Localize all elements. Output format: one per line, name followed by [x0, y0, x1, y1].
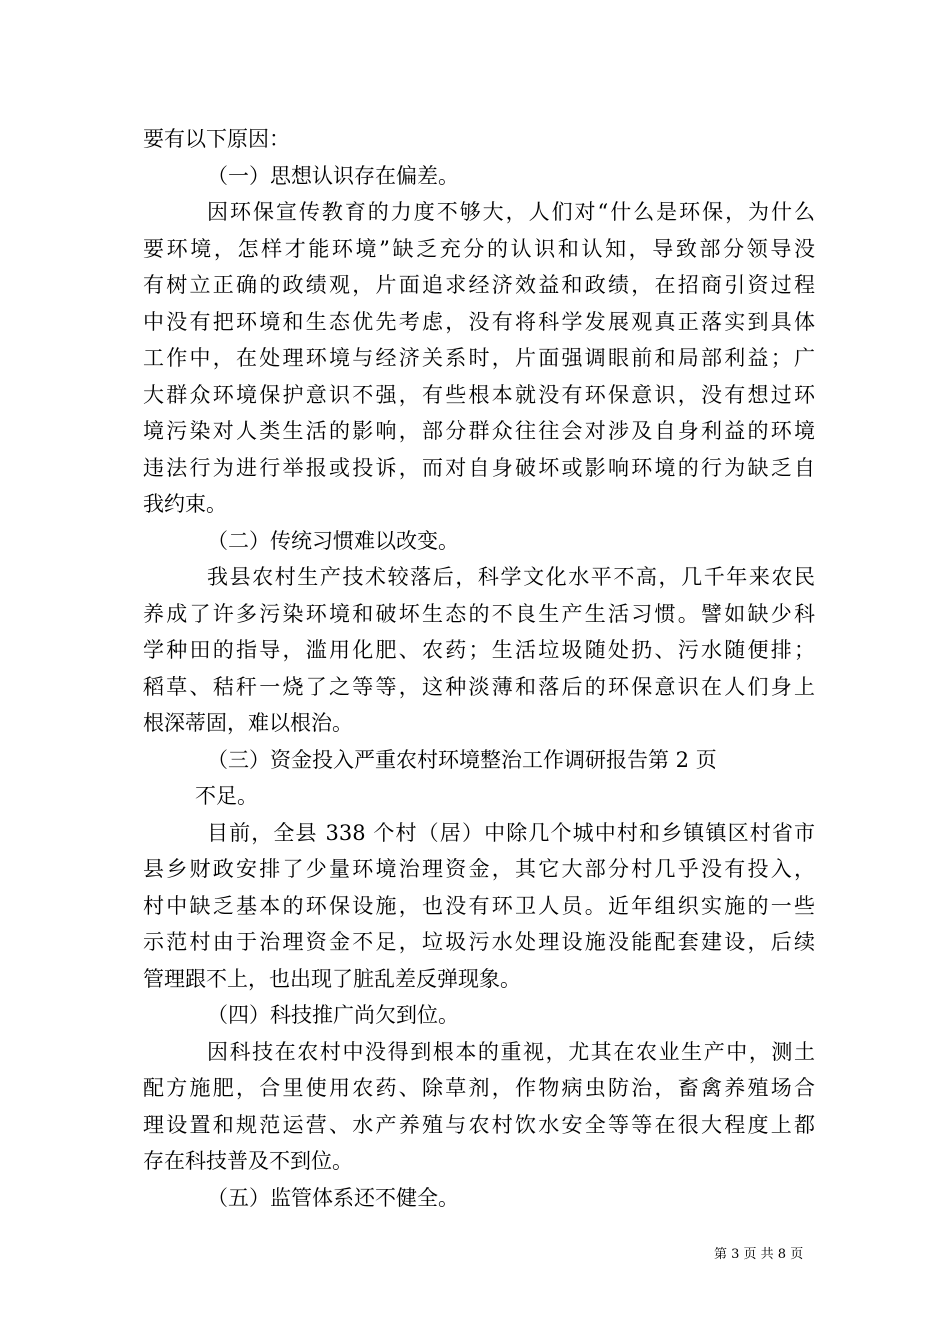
- section-heading: （五）监管体系还不健全。: [207, 1185, 459, 1210]
- text-line: 存在科技普及不到位。: [143, 1149, 353, 1173]
- text-line: 因科技在农村中没得到根本的重视，尤其在农业生产中，测土: [207, 1039, 815, 1064]
- text-line: 境污染对人类生活的影响，部分群众往往会对涉及自身利益的环境: [143, 419, 815, 443]
- text-line: 县乡财政安排了少量环境治理资金，其它大部分村几乎没有投入，: [143, 857, 815, 881]
- text-line: 稻草、秸秆一烧了之等等，这种淡薄和落后的环保意识在人们身上: [143, 674, 815, 699]
- document-body: [143, 121, 815, 1216]
- section-heading: （一）思想认识存在偏差。: [207, 163, 459, 188]
- text-line: 中没有把环境和生态优先考虑，没有将科学发展观真正落实到具体: [143, 309, 815, 334]
- page-number: 第 3 页 共 8 页: [714, 1247, 804, 1262]
- section-heading: （二）传统习惯难以改变。: [207, 528, 459, 553]
- text-line: 违法行为进行举报或投诉，而对自身破坏或影响环境的行为缺乏自: [143, 455, 815, 480]
- text-line: 学种田的指导，滥用化肥、农药；生活垃圾随处扔、污水随便排；: [143, 638, 815, 662]
- text-line: 理设置和规范运营、水产养殖与农村饮水安全等等在很大程度上都: [143, 1112, 815, 1137]
- text-line: 我县农村生产技术较落后，科学文化水平不高，几千年来农民: [207, 565, 815, 589]
- text-line: 村中缺乏基本的环保设施，也没有环卫人员。近年组织实施的一些: [143, 893, 815, 918]
- section-heading: （三）资金投入严重农村环境整治工作调研报告第 2 页: [207, 747, 717, 772]
- text-line: 要有以下原因：: [143, 127, 290, 151]
- text-line: 目前，全县 338 个村（居）中除几个城中村和乡镇镇区村省市: [207, 820, 815, 845]
- text-line: 配方施肥，合里使用农药、除草剂，作物病虫防治，畜禽养殖场合: [143, 1076, 815, 1100]
- text-line: 工作中，在处理环境与经济关系时，片面强调眼前和局部利益；广: [143, 346, 815, 370]
- text-line: 管理跟不上，也出现了脏乱差反弹现象。: [143, 966, 521, 991]
- text-line: 因环保宣传教育的力度不够大，人们对“什么是环保，为什么: [207, 200, 815, 224]
- text-line: 我约束。: [143, 492, 227, 516]
- text-line: 养成了许多污染环境和破坏生态的不良生产生活习惯。譬如缺少科: [143, 601, 815, 626]
- text-line: 根深蒂固，难以根治。: [143, 711, 353, 735]
- text-line: 要环境，怎样才能环境”缺乏充分的认识和认知，导致部分领导没: [143, 236, 815, 261]
- text-line: 有树立正确的政绩观，片面追求经济效益和政绩，在招商引资过程: [143, 273, 815, 297]
- text-line: 不足。: [195, 784, 258, 808]
- text-line: 示范村由于治理资金不足，垃圾污水处理设施没能配套建设，后续: [143, 930, 815, 954]
- section-heading: （四）科技推广尚欠到位。: [207, 1003, 459, 1027]
- text-line: 大群众环境保护意识不强，有些根本就没有环保意识，没有想过环: [143, 382, 815, 407]
